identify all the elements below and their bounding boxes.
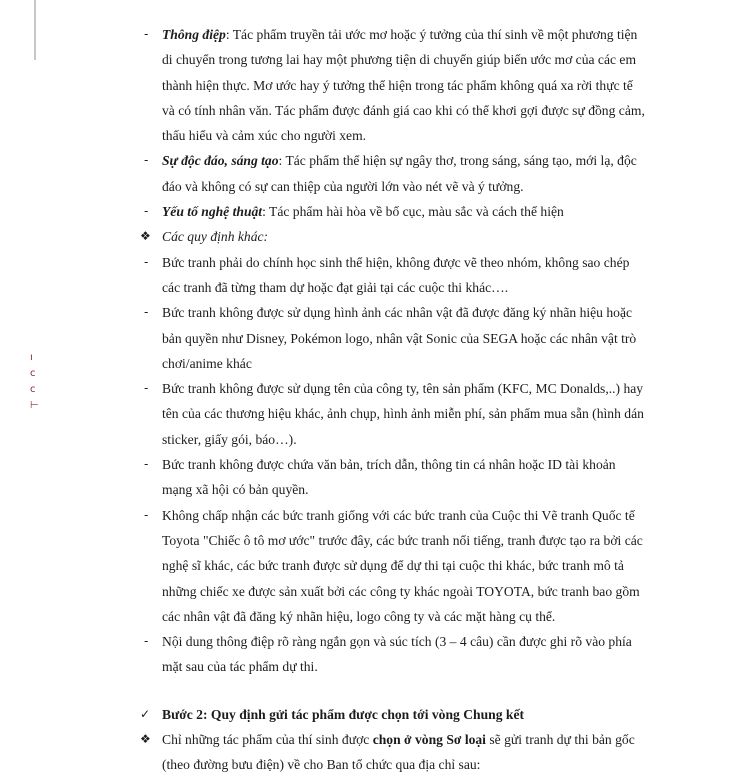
rule-item: [140, 452, 645, 503]
margin-mark: ⊢: [30, 400, 39, 411]
rule-item: [140, 376, 645, 452]
criterion-text: : Tác phẩm thể hiện sự ngây thơ, trong sáng, sáng tạo, mới lạ, độc đáo và không có sự can thiệp của người lớn vào nét vẽ và ý tưởng.: [162, 153, 637, 194]
document-body: [140, 22, 645, 778]
dash-bullet: -: [144, 381, 149, 396]
step2-heading: [140, 702, 645, 727]
other-rules-label: Các quy định khác:: [162, 229, 269, 245]
section-gap: [140, 680, 645, 702]
criterion-term: Yếu tố nghệ thuật: [162, 204, 263, 220]
diamond-bullet-icon: ❖: [140, 732, 151, 747]
dash-bullet: -: [144, 507, 149, 522]
dash-bullet: -: [144, 27, 149, 41]
rule-text: Bức tranh phải do chính học sinh thể hiện, không được vẽ theo nhóm, không sao chép các tranh đã từng tham dự hoặc đạt giải tại các cuộc thi khác….: [162, 254, 630, 295]
dash-bullet: -: [144, 254, 149, 269]
dash-bullet: -: [144, 305, 149, 320]
step2-title: Bước 2: Quy định gửi tác phẩm được chọn tới vòng Chung kết: [162, 706, 525, 722]
dash-bullet: -: [144, 457, 149, 472]
dash-bullet: -: [144, 204, 149, 219]
rule-text: Bức tranh không được sử dụng tên của công ty, tên sản phẩm (KFC, MC Donalds,..) hay tên của các thương hiệu khác, ảnh chụp, hình ảnh miễn phí, sản phẩm mua sẵn (hình dán sticker, giấy gói, báo…).: [162, 381, 644, 447]
step2-text-before: Chỉ những tác phẩm của thí sinh được: [162, 732, 373, 748]
criterion-term: Thông điệp: [162, 27, 226, 42]
step2-text-bold: chọn ở vòng Sơ loại: [372, 732, 486, 748]
other-rules-heading: [140, 224, 645, 249]
margin-mark: ı: [30, 352, 33, 363]
criterion-term: Sự độc đáo, sáng tạo: [162, 153, 279, 169]
margin-mark: c: [30, 368, 36, 379]
diamond-bullet-icon: ❖: [140, 229, 151, 244]
rule-item: [140, 250, 645, 301]
rule-text: Nội dung thông điệp rõ ràng ngắn gọn và súc tích (3 – 4 câu) cần được ghi rõ vào phía mặt sau của tác phẩm dự thi.: [162, 634, 632, 675]
rule-text: Không chấp nhận các bức tranh giống với các bức tranh của Cuộc thi Vẽ tranh Quốc tế Toyota "Chiếc ô tô mơ ước" trước đây, các bức tranh nổi tiếng, tranh được tạo ra bởi các nghệ sĩ khác, các bức tranh được sử dụng để dự thi tại cuộc thi khác, bức tranh mô tả những chiếc xe được sản xuất bởi các công ty khác ngoài TOYOTA, bức tranh bao gồm các nhân vật đã đăng ký nhãn hiệu, logo công ty và các mặt hàng cụ thể.: [162, 507, 643, 624]
check-icon: ✓: [140, 706, 151, 721]
criterion-originality: [140, 148, 645, 199]
scan-edge-line: [34, 0, 36, 60]
criterion-text: : Tác phẩm truyền tải ước mơ hoặc ý tưởng của thí sinh về một phương tiện di chuyển trong tương lai hay một phương tiện di chuyển giúp biến ước mơ của các em thành hiện thực. Mơ ước hay ý tưởng thể hiện trong tác phẩm không quá xa rời thực tế và có tính nhân văn. Tác phẩm được đánh giá cao khi có thể khơi gợi được sự đồng cảm, thấu hiểu và cảm xúc cho người xem.: [162, 27, 645, 144]
step2-paragraph: [140, 727, 645, 778]
rule-item: [140, 503, 645, 629]
rule-item: [140, 300, 645, 376]
criterion-artistic: [140, 199, 645, 224]
step2-text-after: sẽ gửi tranh dự thi bản gốc (theo đường bưu điện) về cho Ban tổ chức qua địa chỉ sau:: [162, 732, 635, 773]
criterion-text: : Tác phẩm hài hòa về bố cục, màu sắc và cách thể hiện: [262, 204, 564, 220]
rule-text: Bức tranh không được chứa văn bản, trích dẫn, thông tin cá nhân hoặc ID tài khoản mạng xã hội có bản quyền.: [162, 457, 616, 498]
dash-bullet: -: [144, 153, 149, 168]
dash-bullet: -: [144, 634, 149, 649]
margin-marks: [30, 350, 44, 414]
rule-text: Bức tranh không được sử dụng hình ảnh các nhân vật đã được đăng ký nhãn hiệu hoặc bản quyền như Disney, Pokémon logo, nhân vật Sonic của SEGA hoặc các nhân vật trò chơi/anime khác: [162, 305, 637, 371]
margin-mark: c: [30, 384, 36, 395]
criterion-message: [140, 22, 645, 148]
rule-item: [140, 629, 645, 680]
